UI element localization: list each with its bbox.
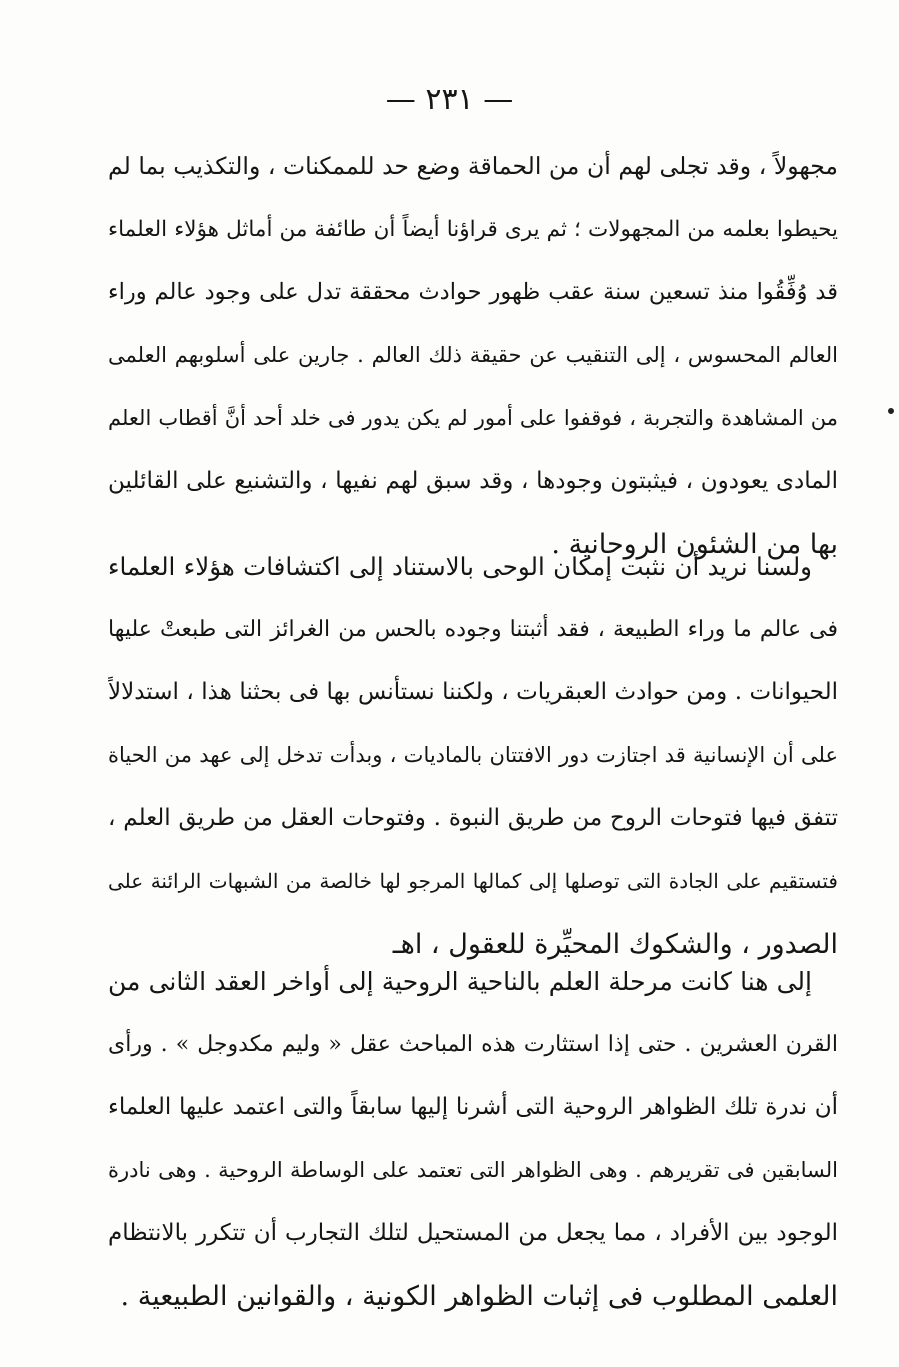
paragraph-1 — [108, 135, 838, 576]
page-number: — ٢٣١ — — [385, 82, 514, 117]
margin-mark — [888, 408, 894, 414]
paragraph-2 — [108, 535, 838, 976]
text-line: فى عالم ما وراء الطبيعة ، فقد أثبتنا وجوده بالحس من الغرائز التى طبعتْ عليها — [108, 617, 838, 642]
text-line: المادى يعودون ، فيثبتون وجودها ، وقد سبق لهم نفيها ، والتشنيع على القائلين — [108, 468, 838, 494]
text-line: مجهولاً ، وقد تجلى لهم أن من الحماقة وضع حد للممكنات ، والتكذيب بما لم — [108, 152, 838, 180]
text-line: فتستقيم على الجادة التى توصلها إلى كمالها المرجو لها خالصة من الشبهات الرائنة على — [108, 869, 838, 893]
text-line: ولسنا نريد أن نثبت إمكان الوحى بالاستناد إلى اكتشافات هؤلاء العلماء — [108, 552, 812, 581]
text-line: القرن العشرين . حتى إذا استثارت هذه المباحث عقل « وليم مكدوجل » . ورأى — [108, 1032, 838, 1057]
text-line: من المشاهدة والتجربة ، فوقفوا على أمور لم يكن يدور فى خلد أحد أنَّ أقطاب العلم — [108, 406, 838, 430]
text-line: العلمى المطلوب فى إثبات الظواهر الكونية ، والقوانين الطبيعية . — [120, 1281, 838, 1312]
text-line: قد وُفِّقُوا منذ تسعين سنة عقب ظهور حوادث محققة تدل على وجود عالم وراء — [108, 279, 838, 305]
text-line: الصدور ، والشكوك المحيِّرة للعقول ، اهـ — [392, 929, 838, 960]
paragraph-3 — [108, 950, 838, 1328]
text-line: أن ندرة تلك الظواهر الروحية التى أشرنا إليها سابقاً والتى اعتمد عليها العلماء — [108, 1094, 838, 1120]
text-line: تتفق فيها فتوحات الروح من طريق النبوة . وفتوحات العقل من طريق العلم ، — [108, 805, 838, 831]
text-line: على أن الإنسانية قد اجتازت دور الافتتان بالماديات ، وبدأت تدخل إلى عهد من الحياة — [108, 743, 838, 767]
text-line: الحيوانات . ومن حوادث العبقريات ، ولكننا نستأنس بها فى بحثنا هذا ، استدلالاً — [108, 679, 838, 705]
text-line: بها من الشئون الروحانية . — [551, 529, 838, 560]
text-line: يحيطوا بعلمه من المجهولات ؛ ثم يرى قراؤنا أيضاً أن طائفة من أماثل هؤلاء العلماء — [108, 217, 838, 242]
text-line: السابقين فى تقريرهم . وهى الظواهر التى تعتمد على الوساطة الروحية . وهى نادرة — [108, 1158, 838, 1182]
text-line: إلى هنا كانت مرحلة العلم بالناحية الروحية إلى أواخر العقد الثانى من — [108, 967, 812, 996]
text-line: الوجود بين الأفراد ، مما يجعل من المستحيل لتلك التجارب أن تتكرر بالانتظام — [108, 1220, 838, 1246]
text-line: العالم المحسوس ، إلى التنقيب عن حقيقة ذلك العالم . جارين على أسلوبهم العلمى — [108, 343, 838, 367]
